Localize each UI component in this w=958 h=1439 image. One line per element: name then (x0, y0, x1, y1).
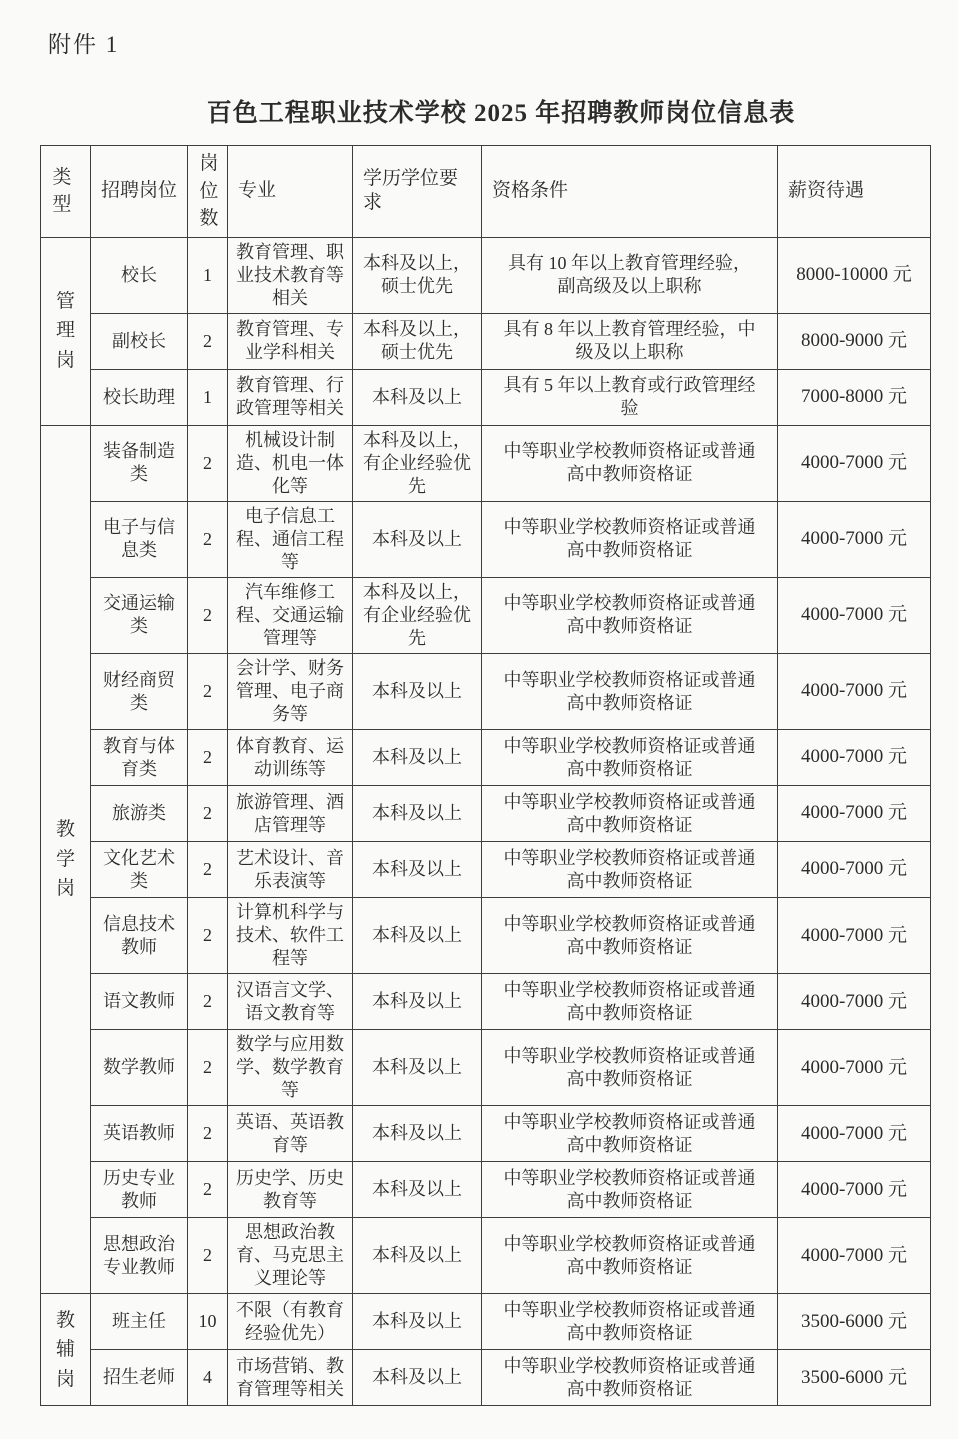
cell-count: 4 (188, 1350, 228, 1406)
cell-education: 本科及以上 (353, 898, 482, 974)
cell-major: 机械设计制造、机电一体化等 (228, 425, 353, 501)
header-type-text: 类型 (52, 166, 72, 216)
cell-qualification: 中等职业学校教师资格证或普通高中教师资格证 (482, 1350, 778, 1406)
table-body (41, 237, 931, 1406)
table-header-row (41, 146, 931, 238)
cell-salary: 4000-7000 元 (778, 730, 931, 786)
cell-salary: 4000-7000 元 (778, 425, 931, 501)
table-row (41, 786, 931, 842)
table-row (41, 369, 931, 425)
cell-salary: 4000-7000 元 (778, 898, 931, 974)
cell-count: 2 (188, 974, 228, 1030)
cell-education: 本科及以上 (353, 501, 482, 577)
table-row (41, 898, 931, 974)
table-row (41, 1294, 931, 1350)
cell-salary: 4000-7000 元 (778, 1030, 931, 1106)
cell-major: 体育教育、运动训练等 (228, 730, 353, 786)
table-row (41, 730, 931, 786)
cell-position: 财经商贸类 (91, 654, 188, 730)
cell-position: 班主任 (91, 1294, 188, 1350)
header-count (188, 146, 228, 238)
header-major: 专业 (228, 146, 353, 238)
cell-group-label (41, 1294, 91, 1406)
cell-education: 本科及以上，有企业经验优先 (353, 425, 482, 501)
cell-qualification: 具有 5 年以上教育或行政管理经验 (482, 369, 778, 425)
header-salary: 薪资待遇 (778, 146, 931, 238)
attachment-label: 附件 1 (48, 32, 120, 57)
cell-salary: 4000-7000 元 (778, 1162, 931, 1218)
cell-salary: 4000-7000 元 (778, 1106, 931, 1162)
cell-count: 1 (188, 237, 228, 313)
cell-count: 2 (188, 501, 228, 577)
group-label-text: 教辅岗 (55, 1309, 75, 1390)
cell-salary: 7000-8000 元 (778, 369, 931, 425)
cell-major: 计算机科学与技术、软件工程等 (228, 898, 353, 974)
cell-education: 本科及以上，硕士优先 (353, 313, 482, 369)
cell-position: 英语教师 (91, 1106, 188, 1162)
table-row (41, 842, 931, 898)
table-row (41, 425, 931, 501)
cell-qualification: 中等职业学校教师资格证或普通高中教师资格证 (482, 425, 778, 501)
cell-qualification: 中等职业学校教师资格证或普通高中教师资格证 (482, 730, 778, 786)
cell-qualification: 中等职业学校教师资格证或普通高中教师资格证 (482, 577, 778, 653)
cell-major: 历史学、历史教育等 (228, 1162, 353, 1218)
cell-count: 2 (188, 1030, 228, 1106)
cell-major: 数学与应用数学、数学教育等 (228, 1030, 353, 1106)
page-title: 百色工程职业技术学校 2025 年招聘教师岗位信息表 (206, 100, 796, 127)
cell-position: 语文教师 (91, 974, 188, 1030)
cell-major: 旅游管理、酒店管理等 (228, 786, 353, 842)
cell-major: 不限（有教育经验优先） (228, 1294, 353, 1350)
cell-position: 校长助理 (91, 369, 188, 425)
cell-count: 2 (188, 1218, 228, 1294)
cell-salary: 8000-10000 元 (778, 237, 931, 313)
cell-count: 2 (188, 730, 228, 786)
group-label-text: 管理岗 (55, 291, 75, 371)
cell-position: 校长 (91, 237, 188, 313)
header-type (41, 146, 91, 238)
cell-position: 旅游类 (91, 786, 188, 842)
cell-qualification: 中等职业学校教师资格证或普通高中教师资格证 (482, 1106, 778, 1162)
cell-education: 本科及以上 (353, 786, 482, 842)
cell-major: 汽车维修工程、交通运输管理等 (228, 577, 353, 653)
cell-education: 本科及以上 (353, 1218, 482, 1294)
table-row (41, 974, 931, 1030)
cell-count: 1 (188, 369, 228, 425)
cell-count: 2 (188, 577, 228, 653)
cell-qualification: 中等职业学校教师资格证或普通高中教师资格证 (482, 1218, 778, 1294)
cell-major: 教育管理、专业学科相关 (228, 313, 353, 369)
cell-salary: 4000-7000 元 (778, 654, 931, 730)
cell-major: 电子信息工程、通信工程等 (228, 501, 353, 577)
table-row (41, 1030, 931, 1106)
cell-education: 本科及以上 (353, 730, 482, 786)
cell-position: 电子与信息类 (91, 501, 188, 577)
cell-qualification: 具有 10 年以上教育管理经验，副高级及以上职称 (482, 237, 778, 313)
header-education: 学历学位要求 (353, 146, 482, 238)
cell-position: 历史专业教师 (91, 1162, 188, 1218)
job-info-table (40, 145, 931, 1406)
cell-major: 会计学、财务管理、电子商务等 (228, 654, 353, 730)
cell-salary: 4000-7000 元 (778, 974, 931, 1030)
cell-education: 本科及以上 (353, 654, 482, 730)
cell-education: 本科及以上 (353, 1162, 482, 1218)
cell-qualification: 中等职业学校教师资格证或普通高中教师资格证 (482, 654, 778, 730)
cell-qualification: 中等职业学校教师资格证或普通高中教师资格证 (482, 898, 778, 974)
cell-count: 2 (188, 313, 228, 369)
cell-education: 本科及以上 (353, 1294, 482, 1350)
cell-salary: 8000-9000 元 (778, 313, 931, 369)
cell-position: 文化艺术类 (91, 842, 188, 898)
cell-qualification: 中等职业学校教师资格证或普通高中教师资格证 (482, 1294, 778, 1350)
cell-position: 思想政治专业教师 (91, 1218, 188, 1294)
table-row (41, 1162, 931, 1218)
cell-salary: 4000-7000 元 (778, 786, 931, 842)
cell-education: 本科及以上，有企业经验优先 (353, 577, 482, 653)
cell-qualification: 中等职业学校教师资格证或普通高中教师资格证 (482, 1030, 778, 1106)
table-row (41, 501, 931, 577)
cell-salary: 3500-6000 元 (778, 1350, 931, 1406)
cell-major: 汉语言文学、语文教育等 (228, 974, 353, 1030)
cell-qualification: 具有 8 年以上教育管理经验，中级及以上职称 (482, 313, 778, 369)
cell-education: 本科及以上 (353, 1350, 482, 1406)
cell-major: 教育管理、行政管理等相关 (228, 369, 353, 425)
cell-position: 招生老师 (91, 1350, 188, 1406)
cell-education: 本科及以上 (353, 974, 482, 1030)
table-row (41, 654, 931, 730)
table-row (41, 577, 931, 653)
cell-group-label (41, 237, 91, 425)
cell-count: 2 (188, 842, 228, 898)
cell-qualification: 中等职业学校教师资格证或普通高中教师资格证 (482, 786, 778, 842)
cell-count: 2 (188, 1106, 228, 1162)
cell-count: 2 (188, 425, 228, 501)
table-row (41, 1106, 931, 1162)
cell-education: 本科及以上 (353, 842, 482, 898)
header-position: 招聘岗位 (91, 146, 188, 238)
cell-count: 2 (188, 1162, 228, 1218)
table-row (41, 1350, 931, 1406)
cell-major: 思想政治教育、马克思主义理论等 (228, 1218, 353, 1294)
cell-position: 交通运输类 (91, 577, 188, 653)
group-label-text: 教学岗 (55, 819, 75, 900)
cell-count: 2 (188, 786, 228, 842)
document-page (0, 26, 958, 1439)
table-row (41, 313, 931, 369)
cell-major: 英语、英语教育等 (228, 1106, 353, 1162)
cell-salary: 3500-6000 元 (778, 1294, 931, 1350)
cell-count: 10 (188, 1294, 228, 1350)
header-count-text: 岗位数 (199, 153, 219, 230)
header-qualification: 资格条件 (482, 146, 778, 238)
cell-major: 市场营销、教育管理等相关 (228, 1350, 353, 1406)
cell-position: 信息技术教师 (91, 898, 188, 974)
cell-education: 本科及以上 (353, 1030, 482, 1106)
table-row (41, 1218, 931, 1294)
cell-position: 数学教师 (91, 1030, 188, 1106)
cell-education: 本科及以上 (353, 1106, 482, 1162)
cell-count: 2 (188, 654, 228, 730)
cell-qualification: 中等职业学校教师资格证或普通高中教师资格证 (482, 974, 778, 1030)
cell-position: 教育与体育类 (91, 730, 188, 786)
cell-position: 装备制造类 (91, 425, 188, 501)
cell-salary: 4000-7000 元 (778, 842, 931, 898)
table-row (41, 237, 931, 313)
cell-position: 副校长 (91, 313, 188, 369)
cell-group-label (41, 425, 91, 1294)
cell-major: 教育管理、职业技术教育等相关 (228, 237, 353, 313)
cell-education: 本科及以上，硕士优先 (353, 237, 482, 313)
cell-major: 艺术设计、音乐表演等 (228, 842, 353, 898)
cell-education: 本科及以上 (353, 369, 482, 425)
cell-salary: 4000-7000 元 (778, 1218, 931, 1294)
cell-qualification: 中等职业学校教师资格证或普通高中教师资格证 (482, 1162, 778, 1218)
cell-salary: 4000-7000 元 (778, 577, 931, 653)
cell-salary: 4000-7000 元 (778, 501, 931, 577)
cell-qualification: 中等职业学校教师资格证或普通高中教师资格证 (482, 501, 778, 577)
cell-count: 2 (188, 898, 228, 974)
cell-qualification: 中等职业学校教师资格证或普通高中教师资格证 (482, 842, 778, 898)
